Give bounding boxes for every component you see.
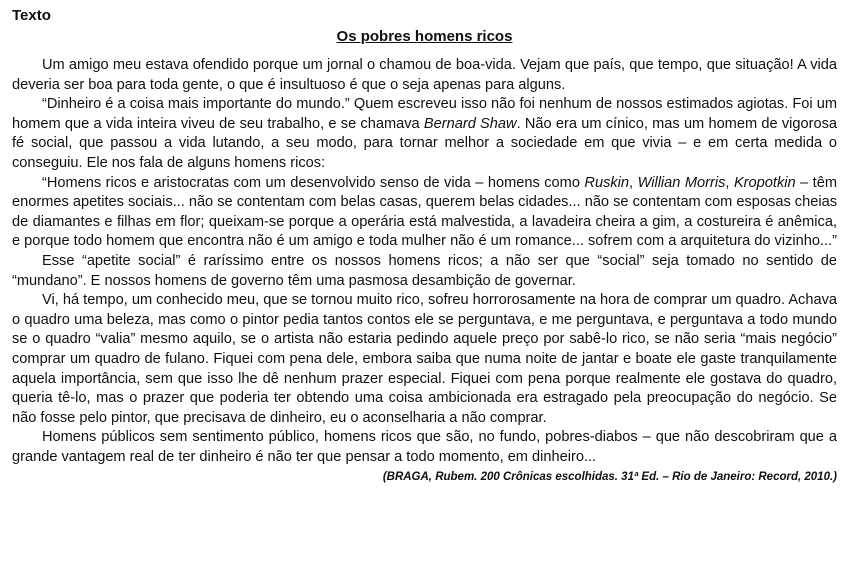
paragraph-4: Esse “apetite social” é raríssimo entre os nossos homens ricos; a não ser que “social” seja tomado no sentido de “mundano”. E nossos homens de governo têm uma pasmosa desambição de governar.	[12, 252, 837, 289]
paragraph-6: Homens públicos sem sentimento público, homens ricos que são, no fundo, pobres-diabos – que não descobriram que a grande vantagem real de ter dinheiro é não ter que pensar a todo momento, em dinheiro...	[12, 429, 837, 465]
paragraph-1: Um amigo meu estava ofendido porque um jornal o chamou de boa-vida. Vejam que país, que tempo, que situação! A vida deveria ser boa para toda gente, o que é insultuoso é que o seja apenas para alguns.	[12, 57, 837, 93]
author-name-shaw: Bernard Shaw	[423, 115, 517, 132]
name-ruskin: Ruskin	[584, 174, 630, 191]
name-morris: Willian Morris	[637, 174, 726, 191]
paragraph-2: “Dinheiro é a coisa mais importante do mundo.” Quem escreveu isso não foi nenhum de nossos estimados agiotas. Foi um homem que a vida inteira viveu de seu trabalho, e se chamava Bernard Shaw. Não era um cínico, mas um homem de vigorosa fé social, que passou a vida lutando, a seu modo, para tornar melhor a sociedade em que vivia – e em certa medida o conseguiu. Ele nos fala de alguns homens ricos:	[12, 96, 837, 171]
section-label: Texto	[12, 7, 51, 24]
name-kropotkin: Kropotkin	[733, 174, 796, 191]
text-title: Os pobres homens ricos	[336, 28, 513, 45]
paragraph-3-quote: “Homens ricos e aristocratas com um desenvolvido senso de vida – homens como Ruskin, Willian Morris, Kropotkin – têm enormes apetites sociais... não se contentam com belas casas, querem belas cidades... não se contentam com esposas cheias de diamantes e filhas em flor; queixam-se porque a operária está malvestida, a lavadeira cheira a gim, a costureira é anêmica, e porque todo homem que encontra não é um amigo e toda mulher não é um romance... sofrem com a arquitetura do vizinho...”	[12, 174, 838, 250]
citation: (BRAGA, Rubem. 200 Crônicas escolhidas. 31ª Ed. – Rio de Janeiro: Record, 2010.)	[382, 471, 837, 484]
paragraph-5: Vi, há tempo, um conhecido meu, que se tornou muito rico, sofreu horrorosamente na hora de comprar um quadro. Achava o quadro uma beleza, mas como o pintor pedia tantos contos ele se perguntava, e me perguntava, e perguntava a todo mundo se o quadro “valia” mesmo aquilo, se o artista não estaria pedindo aquele preço por sabê-lo rico, se não seria “mais negócio” comprar um quadro de fulano. Fiquei com pena dele, embora saiba que numa noite de jantar e boate ele gaste tranquilamente aquela importância, sem que isso lhe dê nenhum prazer especial. Fiquei com pena porque realmente ele gostava do quadro, queria tê-lo, mas o prazer que poderia ter obtendo uma coisa ambicionada era estragado pela preocupação do negócio. Se não fosse pelo pintor, que precisava de dinheiro, eu o aconselharia a não comprar.	[12, 292, 837, 426]
